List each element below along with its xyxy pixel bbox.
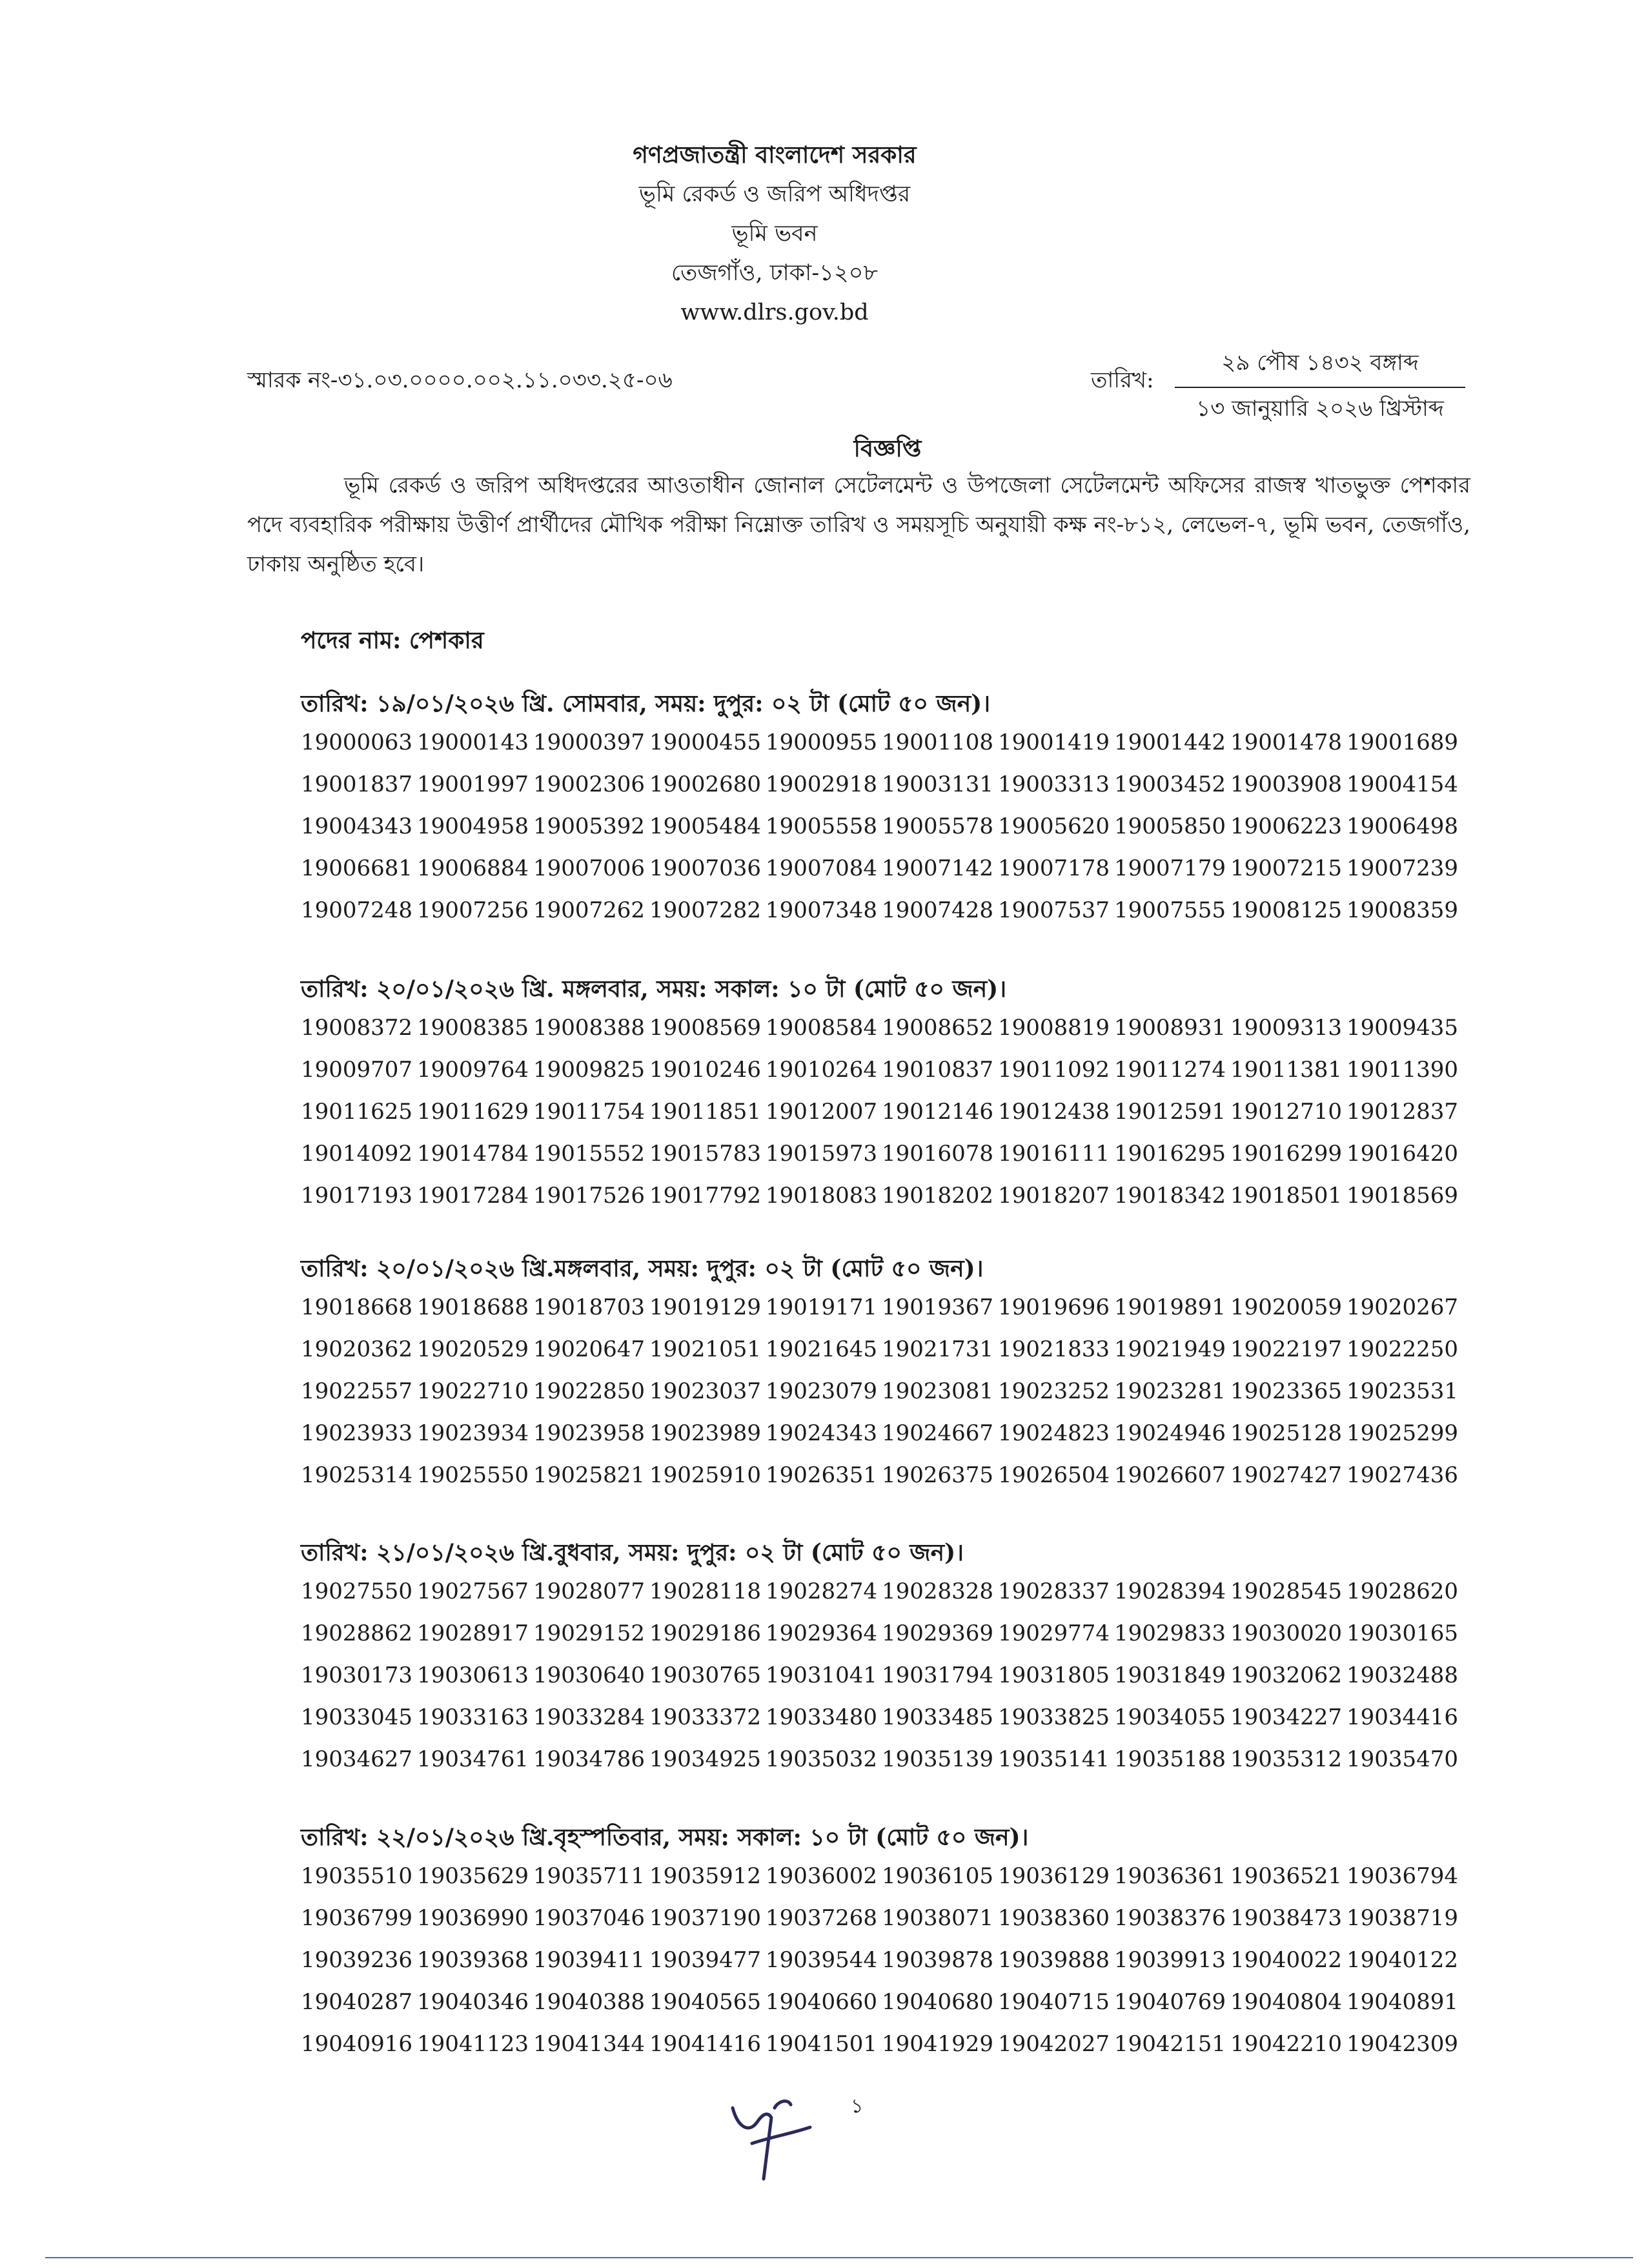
roll-number: 19030765 [649,1662,762,1688]
roll-number: 19003452 [1114,771,1226,797]
roll-number: 19009707 [301,1057,413,1083]
roll-number: 19011381 [1230,1057,1343,1083]
roll-number: 19012710 [1230,1099,1343,1125]
roll-number: 19017792 [649,1183,762,1209]
roll-number: 19019129 [649,1294,762,1320]
roll-number: 19036799 [301,1905,413,1931]
roll-number: 19039913 [1114,1947,1226,1973]
roll-number-grid [301,722,1463,932]
roll-number: 19041344 [533,2031,645,2057]
roll-number: 19027427 [1230,1462,1343,1488]
roll-number: 19000455 [649,730,762,755]
roll-number: 19040388 [533,1989,645,2015]
roll-number: 19011851 [649,1099,762,1125]
roll-number: 19007262 [533,897,645,923]
roll-number: 19028274 [766,1578,878,1604]
roll-number: 19010837 [882,1057,994,1083]
roll-number: 19011274 [1114,1057,1226,1083]
roll-number: 19015783 [649,1141,762,1167]
roll-number: 19021051 [649,1336,762,1362]
schedule-title: তারিখ: ২০/০১/২০২৬ খ্রি. মঙ্গলবার, সময়: সকাল: ১০ টা (মোট ৫০ জন)। [301,976,1007,1003]
notice-body: ভূমি রেকর্ড ও জরিপ অধিদপ্তরের আওতাধীন জোনাল সেটেলমেন্ট ও উপজেলা সেটেলমেন্ট অফিসের রাজস্ব খাতভুক্ত পেশকার পদে ব্যবহারিক পরীক্ষায় উত্তীর্ণ প্রার্থীদের মৌখিক পরীক্ষা নিম্নোক্ত তারিখ ও সময়সূচি অনুযায়ী কক্ষ নং-৮১২, লেভেল-৭, ভূমি ভবন, তেজগাঁও, ঢাকায় অনুষ্ঠিত হবে। [247,473,1470,577]
roll-number: 19002918 [766,771,878,797]
roll-number: 19040660 [766,1989,878,2015]
post-title: পদের নাম: পেশকার [301,627,484,654]
letterhead [0,136,1549,332]
roll-number: 19029186 [649,1620,762,1646]
roll-number: 19007006 [533,855,645,881]
roll-number: 19019891 [1114,1294,1226,1320]
roll-number: 19040769 [1114,1989,1226,2015]
roll-number: 19032488 [1346,1662,1459,1688]
roll-number: 19007348 [766,897,878,923]
roll-number: 19025128 [1230,1420,1343,1446]
roll-number: 19009764 [417,1057,529,1083]
roll-number: 19035141 [998,1746,1110,1772]
roll-number: 19000955 [766,730,878,755]
roll-number: 19005558 [766,813,878,839]
roll-number: 19036794 [1346,1863,1459,1889]
roll-number: 19005850 [1114,813,1226,839]
memo-reference: স্মারক নং-৩১.০৩.০০০০.০০২.১১.০৩৩.২৫-০৬ [247,367,673,393]
roll-number: 19008569 [649,1015,762,1041]
roll-number: 19018202 [882,1183,994,1209]
roll-number: 19036002 [766,1863,878,1889]
roll-number: 19039544 [766,1947,878,1973]
roll-number: 19023252 [998,1378,1110,1404]
roll-number: 19023934 [417,1420,529,1446]
roll-number: 19008125 [1230,897,1343,923]
roll-number: 19007537 [998,897,1110,923]
roll-number: 19020647 [533,1336,645,1362]
roll-number: 19018688 [417,1294,529,1320]
roll-number: 19024343 [766,1420,878,1446]
office-address: তেজগাঁও, ঢাকা-১২০৮ [671,260,879,286]
roll-number: 19006223 [1230,813,1343,839]
roll-number: 19030165 [1346,1620,1459,1646]
roll-number: 19042210 [1230,2031,1343,2057]
roll-number: 19001442 [1114,730,1226,755]
roll-number: 19003313 [998,771,1110,797]
roll-number: 19035139 [882,1746,994,1772]
roll-number: 19019171 [766,1294,878,1320]
roll-number: 19025910 [649,1462,762,1488]
roll-number: 19037190 [649,1905,762,1931]
roll-number: 19039236 [301,1947,413,1973]
roll-number: 19037268 [766,1905,878,1931]
roll-number: 19000397 [533,730,645,755]
roll-number: 19022250 [1346,1336,1459,1362]
roll-number: 19027567 [417,1578,529,1604]
roll-number: 19039411 [533,1947,645,1973]
roll-number: 19029369 [882,1620,994,1646]
roll-number: 19034055 [1114,1704,1226,1730]
roll-number: 19001689 [1346,730,1459,755]
roll-number: 19023958 [533,1420,645,1446]
department-name: ভূমি রেকর্ড ও জরিপ অধিদপ্তর [638,181,911,207]
roll-number: 19038360 [998,1905,1110,1931]
roll-number: 19008584 [766,1015,878,1041]
roll-number: 19011629 [417,1099,529,1125]
roll-number: 19014784 [417,1141,529,1167]
roll-number: 19033825 [998,1704,1110,1730]
roll-number: 19035510 [301,1863,413,1889]
roll-number: 19039888 [998,1947,1110,1973]
roll-number: 19018569 [1346,1183,1459,1209]
roll-number: 19035032 [766,1746,878,1772]
roll-number: 19031849 [1114,1662,1226,1688]
roll-number-grid [301,1287,1463,1497]
roll-number: 19025299 [1346,1420,1459,1446]
roll-number: 19035629 [417,1863,529,1889]
roll-number: 19016299 [1230,1141,1343,1167]
roll-number: 19042027 [998,2031,1110,2057]
roll-number: 19040715 [998,1989,1110,2015]
roll-number: 19007256 [417,897,529,923]
roll-number: 19008388 [533,1015,645,1041]
roll-number: 19041123 [417,2031,529,2057]
roll-number: 19005620 [998,813,1110,839]
schedule-block [301,1819,1463,2065]
roll-number: 19030640 [533,1662,645,1688]
roll-number: 19025314 [301,1462,413,1488]
page-number: ১ [851,2095,864,2118]
roll-number: 19035312 [1230,1746,1343,1772]
schedule-block [301,1535,1463,1781]
roll-number: 19029774 [998,1620,1110,1646]
roll-number: 19025821 [533,1462,645,1488]
roll-number: 19002306 [533,771,645,797]
roll-number: 19038719 [1346,1905,1459,1931]
roll-number: 19035470 [1346,1746,1459,1772]
roll-number: 19012837 [1346,1099,1459,1125]
roll-number: 19007239 [1346,855,1459,881]
roll-number: 19034227 [1230,1704,1343,1730]
roll-number: 19009825 [533,1057,645,1083]
roll-number: 19021949 [1114,1336,1226,1362]
roll-number: 19041416 [649,2031,762,2057]
roll-number: 19011625 [301,1099,413,1125]
roll-number: 19038376 [1114,1905,1226,1931]
roll-number: 19037046 [533,1905,645,1931]
government-name: গণপ্রজাতন্ত্রী বাংলাদেশ সরকার [633,141,917,169]
roll-number: 19008652 [882,1015,994,1041]
roll-number: 19010264 [766,1057,878,1083]
roll-number: 19040804 [1230,1989,1343,2015]
roll-number: 19016295 [1114,1141,1226,1167]
roll-number: 19005484 [649,813,762,839]
roll-number: 19017284 [417,1183,529,1209]
roll-number: 19009313 [1230,1015,1343,1041]
roll-number: 19011092 [998,1057,1110,1083]
roll-number: 19038071 [882,1905,994,1931]
roll-number: 19029364 [766,1620,878,1646]
roll-number: 19040022 [1230,1947,1343,1973]
roll-number: 19027436 [1346,1462,1459,1488]
roll-number: 19034786 [533,1746,645,1772]
roll-number: 19006498 [1346,813,1459,839]
roll-number: 19033372 [649,1704,762,1730]
roll-number: 19023365 [1230,1378,1343,1404]
roll-number: 19022557 [301,1378,413,1404]
roll-number: 19011390 [1346,1057,1459,1083]
roll-number: 19018501 [1230,1183,1343,1209]
roll-number: 19025550 [417,1462,529,1488]
roll-number: 19031805 [998,1662,1110,1688]
schedule-title: তারিখ: ২২/০১/২০২৬ খ্রি.বৃহস্পতিবার, সময়: সকাল: ১০ টা (মোট ৫০ জন)। [301,1824,1029,1851]
roll-number: 19028118 [649,1578,762,1604]
website-link[interactable]: www.dlrs.gov.bd [680,300,869,325]
roll-number: 19008819 [998,1015,1110,1041]
roll-number: 19007282 [649,897,762,923]
roll-number: 19019696 [998,1294,1110,1320]
roll-number: 19001478 [1230,730,1343,755]
roll-number: 19026351 [766,1462,878,1488]
roll-number: 19014092 [301,1141,413,1167]
roll-number: 19000143 [417,730,529,755]
roll-number: 19008931 [1114,1015,1226,1041]
roll-number: 19029833 [1114,1620,1226,1646]
roll-number: 19023079 [766,1378,878,1404]
roll-number: 19016078 [882,1141,994,1167]
roll-number: 19023531 [1346,1378,1459,1404]
roll-number: 19027550 [301,1578,413,1604]
roll-number: 19036105 [882,1863,994,1889]
roll-number: 19028337 [998,1578,1110,1604]
bottom-divider [45,2257,1633,2258]
roll-number: 19001108 [882,730,994,755]
roll-number: 19002680 [649,771,762,797]
roll-number: 19023933 [301,1420,413,1446]
roll-number: 19012591 [1114,1099,1226,1125]
roll-number: 19034627 [301,1746,413,1772]
roll-number: 19005392 [533,813,645,839]
roll-number: 19021645 [766,1336,878,1362]
roll-number: 19001837 [301,771,413,797]
roll-number: 19024946 [1114,1420,1226,1446]
roll-number: 19033480 [766,1704,878,1730]
roll-number: 19040287 [301,1989,413,2015]
roll-number: 19006681 [301,855,413,881]
roll-number: 19039368 [417,1947,529,1973]
roll-number: 19036990 [417,1905,529,1931]
roll-number: 19033284 [533,1704,645,1730]
roll-number: 19020059 [1230,1294,1343,1320]
roll-number: 19007179 [1114,855,1226,881]
roll-number: 19007555 [1114,897,1226,923]
date-english: ১৩ জানুয়ারি ২০২৬ খ্রিস্টাব্দ [1196,396,1444,422]
roll-number: 19034761 [417,1746,529,1772]
roll-number: 19030173 [301,1662,413,1688]
roll-number: 19007178 [998,855,1110,881]
roll-number: 19029152 [533,1620,645,1646]
roll-number: 19004154 [1346,771,1459,797]
roll-number: 19023281 [1114,1378,1226,1404]
roll-number: 19018207 [998,1183,1110,1209]
roll-number: 19033163 [417,1704,529,1730]
schedule-block [301,686,1463,932]
roll-number: 19003131 [882,771,994,797]
roll-number: 19016420 [1346,1141,1459,1167]
roll-number: 19021731 [882,1336,994,1362]
roll-number: 19004343 [301,813,413,839]
building-name: ভূমি ভবন [731,221,818,247]
schedule-title: তারিখ: ১৯/০১/২০২৬ খ্রি. সোমবার, সময়: দুপুর: ০২ টা (মোট ৫০ জন)। [301,690,991,717]
roll-number: 19005578 [882,813,994,839]
schedule-title: তারিখ: ২১/০১/২০২৬ খ্রি.বুধবার, সময়: দুপুর: ০২ টা (মোট ৫০ জন)। [301,1539,964,1566]
roll-number: 19018342 [1114,1183,1226,1209]
roll-number: 19041501 [766,2031,878,2057]
roll-number: 19040891 [1346,1989,1459,2015]
roll-number: 19024823 [998,1420,1110,1446]
roll-number: 19030020 [1230,1620,1343,1646]
roll-number: 19012146 [882,1099,994,1125]
roll-number: 19008372 [301,1015,413,1041]
roll-number: 19042151 [1114,2031,1226,2057]
roll-number: 19028917 [417,1620,529,1646]
roll-number: 19019367 [882,1294,994,1320]
roll-number: 19022710 [417,1378,529,1404]
roll-number: 19036521 [1230,1863,1343,1889]
memo-date [1175,346,1465,429]
roll-number: 19012007 [766,1099,878,1125]
roll-number: 19038473 [1230,1905,1343,1931]
roll-number: 19040346 [417,1989,529,2015]
roll-number: 19023081 [882,1378,994,1404]
date-bongabdo: ২৯ পৌষ ১৪৩২ বঙ্গাব্দ [1175,346,1465,388]
roll-number: 19028620 [1346,1578,1459,1604]
roll-number: 19041929 [882,2031,994,2057]
schedule-title: তারিখ: ২০/০১/২০২৬ খ্রি.মঙ্গলবার, সময়: দুপুর: ০২ টা (মোট ৫০ জন)। [301,1255,984,1282]
roll-number: 19042309 [1346,2031,1459,2057]
roll-number: 19007142 [882,855,994,881]
roll-number: 19016111 [998,1141,1110,1167]
roll-number-grid [301,1855,1463,2065]
roll-number: 19004958 [417,813,529,839]
roll-number: 19021833 [998,1336,1110,1362]
roll-number: 19034416 [1346,1704,1459,1730]
roll-number: 19007248 [301,897,413,923]
roll-number-grid [301,1007,1463,1217]
roll-number: 19020362 [301,1336,413,1362]
roll-number: 19007215 [1230,855,1343,881]
roll-number: 19015552 [533,1141,645,1167]
roll-number: 19008359 [1346,897,1459,923]
roll-number: 19001997 [417,771,529,797]
roll-number: 19028545 [1230,1578,1343,1604]
roll-number: 19015973 [766,1141,878,1167]
roll-number: 19012438 [998,1099,1110,1125]
roll-number: 19031041 [766,1662,878,1688]
roll-number: 19035912 [649,1863,762,1889]
roll-number: 19028394 [1114,1578,1226,1604]
roll-number: 19001419 [998,730,1110,755]
roll-number: 19007428 [882,897,994,923]
roll-number: 19032062 [1230,1662,1343,1688]
schedule-block [301,971,1463,1217]
roll-number: 19033485 [882,1704,994,1730]
schedule-block [301,1251,1463,1497]
notice-title: বিজ্ঞপ্তি [853,435,922,462]
roll-number: 19028077 [533,1578,645,1604]
roll-number: 19040122 [1346,1947,1459,1973]
roll-number: 19011754 [533,1099,645,1125]
roll-number: 19006884 [417,855,529,881]
roll-number: 19035711 [533,1863,645,1889]
roll-number: 19023989 [649,1420,762,1446]
roll-number: 19026504 [998,1462,1110,1488]
roll-number: 19040565 [649,1989,762,2015]
roll-number: 19007084 [766,855,878,881]
roll-number: 19022850 [533,1378,645,1404]
roll-number: 19022197 [1230,1336,1343,1362]
roll-number: 19028328 [882,1578,994,1604]
roll-number: 19028862 [301,1620,413,1646]
roll-number: 19017193 [301,1183,413,1209]
roll-number: 19039477 [649,1947,762,1973]
roll-number: 19040916 [301,2031,413,2057]
roll-number: 19034925 [649,1746,762,1772]
roll-number: 19017526 [533,1183,645,1209]
roll-number: 19020267 [1346,1294,1459,1320]
roll-number: 19018703 [533,1294,645,1320]
roll-number: 19018668 [301,1294,413,1320]
roll-number: 19009435 [1346,1015,1459,1041]
roll-number: 19000063 [301,730,413,755]
roll-number: 19007036 [649,855,762,881]
date-label: তারিখ: [1091,367,1154,393]
roll-number: 19040680 [882,1989,994,2015]
roll-number: 19026607 [1114,1462,1226,1488]
roll-number: 19030613 [417,1662,529,1688]
roll-number: 19035188 [1114,1746,1226,1772]
roll-number: 19024667 [882,1420,994,1446]
signature-mark [726,2089,817,2185]
roll-number: 19026375 [882,1462,994,1488]
roll-number: 19010246 [649,1057,762,1083]
roll-number: 19008385 [417,1015,529,1041]
roll-number: 19031794 [882,1662,994,1688]
roll-number: 19003908 [1230,771,1343,797]
roll-number: 19036129 [998,1863,1110,1889]
roll-number: 19036361 [1114,1863,1226,1889]
roll-number: 19033045 [301,1704,413,1730]
roll-number: 19020529 [417,1336,529,1362]
roll-number: 19039878 [882,1947,994,1973]
roll-number: 19018083 [766,1183,878,1209]
roll-number: 19023037 [649,1378,762,1404]
roll-number-grid [301,1571,1463,1781]
